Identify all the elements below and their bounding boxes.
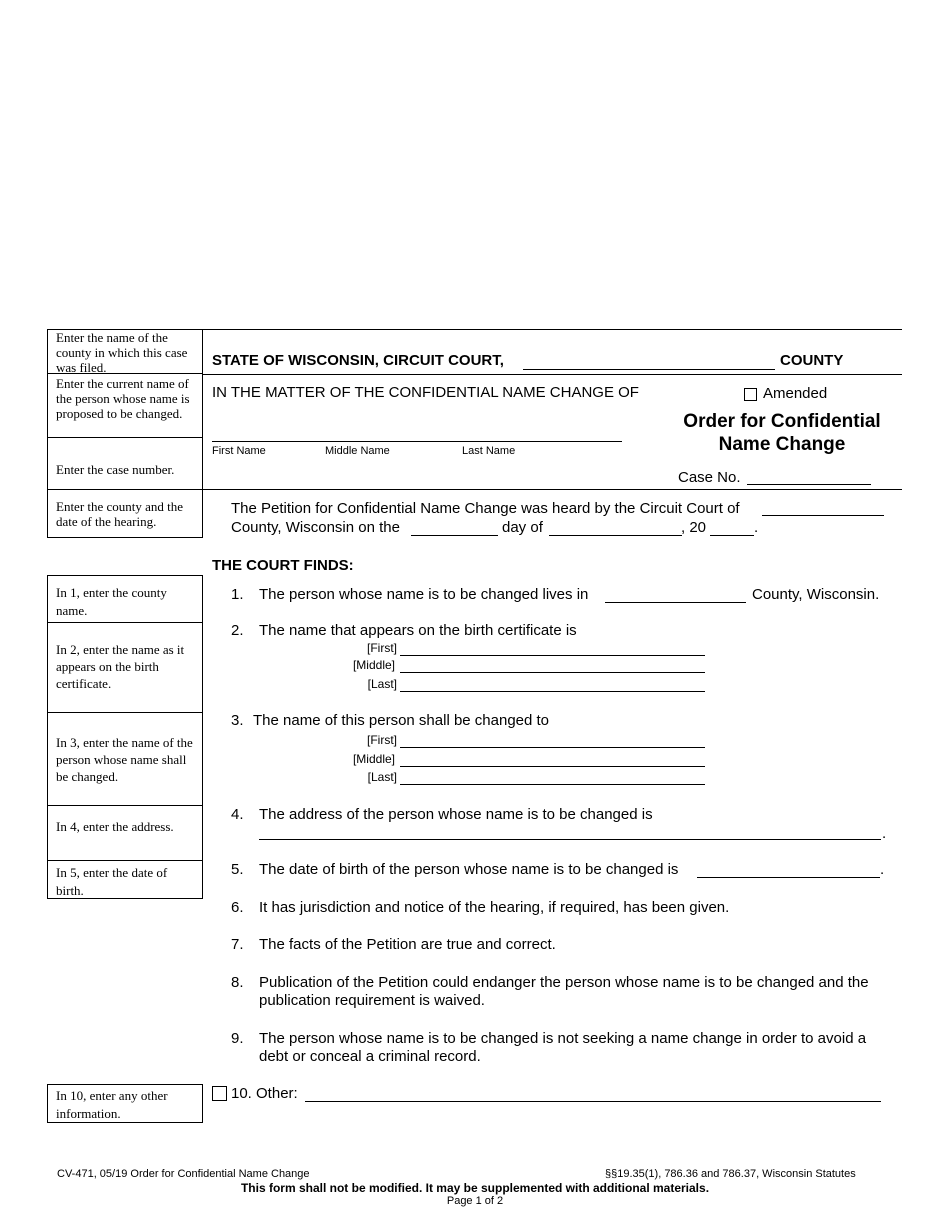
title-line-2: Name Change — [718, 434, 846, 455]
last-name-label: Last Name — [462, 445, 516, 457]
hint-text: In 3, enter the name of the person whose name shall be changed. — [56, 735, 193, 784]
item1-number: 1. — [231, 586, 244, 603]
sidebar-hint-item1 — [47, 575, 203, 623]
sidebar-hint-item10 — [47, 1084, 203, 1123]
sidebar-hint-case-number — [47, 437, 203, 490]
item1-county-blank[interactable] — [605, 602, 746, 603]
item3-last-label: [Last] — [367, 770, 397, 784]
item5-period: . — [880, 861, 885, 878]
footer-statutes: §§19.35(1), 786.36 and 786.37, Wisconsin Statutes — [605, 1168, 856, 1180]
item6-number: 6. — [231, 899, 244, 916]
sidebar-hint-current-name — [47, 374, 203, 438]
county-blank[interactable] — [523, 369, 775, 370]
title-line-1: Order for Confidential — [683, 411, 881, 432]
case-no-blank[interactable] — [747, 484, 871, 485]
item5-text: The date of birth of the person whose name is to be changed is — [259, 861, 679, 878]
item8-text-line-1: Publication of the Petition could endanger the person whose name is to be changed and the — [259, 974, 869, 991]
sidebar-hint-item3 — [47, 712, 203, 806]
item2-first-label: [First] — [367, 641, 397, 655]
amended-label: Amended — [763, 385, 828, 402]
item2-last-blank[interactable] — [400, 691, 705, 692]
item5-number: 5. — [231, 861, 244, 878]
hearing-line-2c: , 20 — [681, 519, 707, 536]
item7-text: The facts of the Petition are true and correct. — [259, 936, 556, 953]
header-bottom-rule — [203, 489, 902, 490]
court-caption — [212, 352, 504, 369]
header-rule-2 — [203, 374, 902, 375]
item9-text-line-2: debt or conceal a criminal record. — [259, 1048, 481, 1065]
sidebar-hint-item2 — [47, 622, 203, 713]
item7-number: 7. — [231, 936, 244, 953]
sidebar-hint-item5 — [47, 860, 203, 899]
court-suffix: COUNTY — [780, 352, 844, 369]
item3-text: The name of this person shall be changed to — [253, 712, 550, 729]
hint-text: Enter the current name of the person whose name is proposed to be changed. — [56, 376, 190, 421]
hint-text: In 5, enter the date of birth. — [56, 865, 168, 898]
item2-text: The name that appears on the birth certificate is — [259, 622, 577, 639]
item4-period: . — [882, 825, 887, 842]
hint-text: In 2, enter the name as it appears on the birth certificate. — [56, 642, 185, 691]
item2-last-label: [Last] — [367, 677, 397, 691]
item5-dob-blank[interactable] — [697, 877, 880, 878]
hearing-line-2a: County, Wisconsin on the — [231, 519, 400, 536]
hearing-month-blank[interactable] — [549, 535, 682, 536]
item9-number: 9. — [231, 1030, 244, 1047]
hearing-day-blank[interactable] — [411, 535, 498, 536]
findings-heading: THE COURT FINDS: — [212, 557, 354, 574]
amended-checkbox[interactable] — [744, 388, 757, 401]
form-title — [662, 410, 902, 456]
item10-other-blank[interactable] — [305, 1101, 881, 1102]
hint-text: Enter the case number. — [56, 462, 175, 477]
hint-text: In 10, enter any other information. — [56, 1088, 168, 1121]
item1-text: The person whose name is to be changed lives in — [259, 586, 589, 603]
item8-text-line-2: publication requirement is waived. — [259, 992, 485, 1009]
item4-number: 4. — [231, 806, 244, 823]
hint-text: In 4, enter the address. — [56, 819, 174, 834]
item2-number: 2. — [231, 622, 244, 639]
footer-notice: This form shall not be modified. It may be supplemented with additional materials. — [240, 1181, 710, 1195]
footer-page-number: Page 1 of 2 — [446, 1195, 504, 1207]
hearing-county-blank[interactable] — [762, 515, 884, 516]
item10-label: 10. Other: — [231, 1085, 298, 1102]
person-name-blank[interactable] — [212, 441, 622, 442]
hint-text: Enter the county and the date of the hearing. — [56, 499, 184, 529]
court-prefix: STATE OF WISCONSIN, CIRCUIT COURT, — [212, 352, 504, 369]
item9-text-line-1: The person whose name is to be changed is not seeking a name change in order to avoid a — [259, 1030, 867, 1047]
sidebar-hint-hearing — [47, 489, 203, 538]
item3-middle-label: [Middle] — [352, 752, 395, 766]
item10-checkbox[interactable] — [212, 1086, 227, 1101]
item1-suffix: County, Wisconsin. — [752, 586, 880, 603]
sidebar-hint-item4 — [47, 805, 203, 861]
header-top-rule — [203, 329, 902, 330]
item3-number: 3. — [231, 712, 244, 729]
item2-middle-label: [Middle] — [352, 658, 395, 672]
item4-text: The address of the person whose name is to be changed is — [259, 806, 653, 823]
hearing-line-1: The Petition for Confidential Name Change was heard by the Circuit Court of — [231, 500, 740, 517]
middle-name-label: Middle Name — [325, 445, 390, 457]
item2-middle-blank[interactable] — [400, 672, 705, 673]
item4-address-blank[interactable] — [259, 839, 881, 840]
sidebar-hint-county — [47, 329, 203, 374]
item2-first-blank[interactable] — [400, 655, 705, 656]
item6-text: It has jurisdiction and notice of the hearing, if required, has been given. — [259, 899, 730, 916]
hint-text: In 1, enter the county name. — [56, 585, 167, 618]
hearing-line-2b: day of — [502, 519, 543, 536]
item8-number: 8. — [231, 974, 244, 991]
first-name-label: First Name — [212, 445, 266, 457]
hearing-line-2d: . — [754, 519, 759, 536]
item3-last-blank[interactable] — [400, 784, 705, 785]
item3-middle-blank[interactable] — [400, 766, 705, 767]
hearing-year-blank[interactable] — [710, 535, 754, 536]
item3-first-label: [First] — [367, 733, 397, 747]
case-no-label: Case No. — [678, 469, 741, 486]
footer-form-id: CV-471, 05/19 Order for Confidential Name Change — [57, 1168, 310, 1180]
matter-caption: IN THE MATTER OF THE CONFIDENTIAL NAME CHANGE OF — [212, 384, 639, 401]
hint-text: Enter the name of the county in which this case was filed. — [56, 330, 188, 375]
item3-first-blank[interactable] — [400, 747, 705, 748]
